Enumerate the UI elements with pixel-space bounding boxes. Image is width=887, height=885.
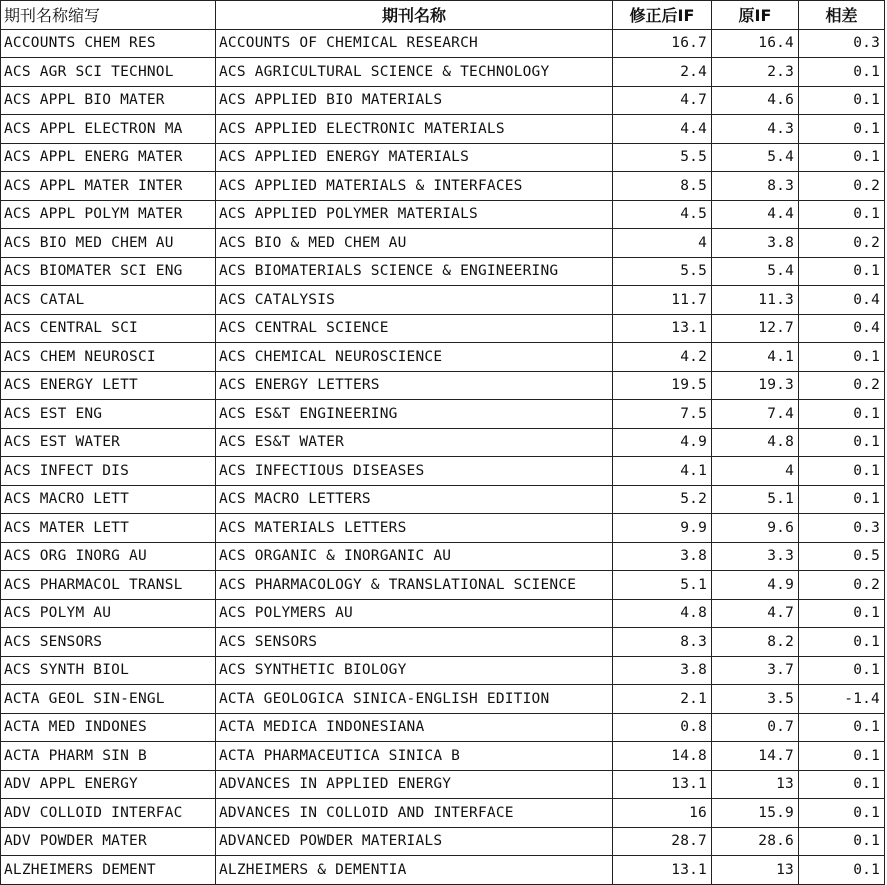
cell-difference: 0.5 [799, 542, 885, 571]
cell-abbr: ACS CENTRAL SCI [1, 314, 216, 343]
cell-original-if: 8.2 [712, 628, 799, 657]
table-row [1, 485, 885, 514]
cell-corrected-if: 13.1 [613, 770, 712, 799]
cell-difference: 0.2 [799, 571, 885, 600]
cell-difference: 0.1 [799, 599, 885, 628]
cell-original-if: 3.7 [712, 656, 799, 685]
cell-original-if: 4.8 [712, 428, 799, 457]
cell-corrected-if: 3.8 [613, 656, 712, 685]
cell-corrected-if: 5.5 [613, 143, 712, 172]
cell-abbr: ACTA PHARM SIN B [1, 742, 216, 771]
table-row [1, 172, 885, 201]
cell-abbr: ACS BIO MED CHEM AU [1, 229, 216, 258]
cell-original-if: 5.4 [712, 143, 799, 172]
cell-original-if: 8.3 [712, 172, 799, 201]
header-abbr: 期刊名称缩写 [1, 1, 216, 30]
table-row [1, 742, 885, 771]
cell-corrected-if: 0.8 [613, 713, 712, 742]
cell-abbr: ACTA MED INDONES [1, 713, 216, 742]
cell-abbr: ACS AGR SCI TECHNOL [1, 58, 216, 87]
table-row [1, 571, 885, 600]
cell-corrected-if: 9.9 [613, 514, 712, 543]
cell-difference: 0.1 [799, 742, 885, 771]
cell-original-if: 5.4 [712, 257, 799, 286]
cell-difference: 0.1 [799, 86, 885, 115]
table-row [1, 58, 885, 87]
cell-journal-name: ALZHEIMERS & DEMENTIA [216, 856, 613, 885]
cell-abbr: ACS EST ENG [1, 400, 216, 429]
cell-abbr: ACS POLYM AU [1, 599, 216, 628]
cell-abbr: ACS INFECT DIS [1, 457, 216, 486]
cell-abbr: ACS ORG INORG AU [1, 542, 216, 571]
cell-corrected-if: 16.7 [613, 29, 712, 58]
table-row [1, 685, 885, 714]
cell-difference: 0.1 [799, 713, 885, 742]
cell-journal-name: ACCOUNTS OF CHEMICAL RESEARCH [216, 29, 613, 58]
cell-journal-name: ACS ES&T WATER [216, 428, 613, 457]
cell-abbr: ACS APPL ENERG MATER [1, 143, 216, 172]
cell-journal-name: ACS CHEMICAL NEUROSCIENCE [216, 343, 613, 372]
cell-abbr: ACS APPL POLYM MATER [1, 200, 216, 229]
cell-corrected-if: 11.7 [613, 286, 712, 315]
header-row [1, 1, 885, 30]
table-row [1, 799, 885, 828]
cell-corrected-if: 4.1 [613, 457, 712, 486]
cell-corrected-if: 19.5 [613, 371, 712, 400]
cell-corrected-if: 4 [613, 229, 712, 258]
cell-difference: 0.1 [799, 400, 885, 429]
table-row [1, 770, 885, 799]
table-row [1, 400, 885, 429]
cell-corrected-if: 2.4 [613, 58, 712, 87]
cell-journal-name: ACS APPLIED POLYMER MATERIALS [216, 200, 613, 229]
cell-abbr: ADV COLLOID INTERFAC [1, 799, 216, 828]
cell-original-if: 16.4 [712, 29, 799, 58]
cell-corrected-if: 14.8 [613, 742, 712, 771]
table-row [1, 514, 885, 543]
table-row [1, 371, 885, 400]
cell-journal-name: ADVANCES IN APPLIED ENERGY [216, 770, 613, 799]
cell-original-if: 4.1 [712, 343, 799, 372]
table-row [1, 115, 885, 144]
cell-journal-name: ACS SYNTHETIC BIOLOGY [216, 656, 613, 685]
cell-journal-name: ACS APPLIED BIO MATERIALS [216, 86, 613, 115]
cell-abbr: ACS PHARMACOL TRANSL [1, 571, 216, 600]
cell-difference: 0.2 [799, 172, 885, 201]
cell-abbr: ACS MACRO LETT [1, 485, 216, 514]
cell-corrected-if: 13.1 [613, 856, 712, 885]
header-difference: 相差 [799, 1, 885, 30]
cell-journal-name: ACS BIOMATERIALS SCIENCE & ENGINEERING [216, 257, 613, 286]
table-row [1, 656, 885, 685]
cell-difference: 0.1 [799, 770, 885, 799]
cell-difference: 0.1 [799, 428, 885, 457]
cell-original-if: 4.4 [712, 200, 799, 229]
cell-difference: 0.4 [799, 286, 885, 315]
cell-original-if: 13 [712, 856, 799, 885]
cell-corrected-if: 5.1 [613, 571, 712, 600]
cell-abbr: ACS APPL BIO MATER [1, 86, 216, 115]
table-row [1, 86, 885, 115]
cell-difference: 0.1 [799, 257, 885, 286]
cell-corrected-if: 5.2 [613, 485, 712, 514]
cell-corrected-if: 5.5 [613, 257, 712, 286]
cell-journal-name: ACS AGRICULTURAL SCIENCE & TECHNOLOGY [216, 58, 613, 87]
cell-difference: 0.1 [799, 58, 885, 87]
cell-abbr: ACS ENERGY LETT [1, 371, 216, 400]
table-row [1, 628, 885, 657]
cell-original-if: 3.3 [712, 542, 799, 571]
cell-original-if: 11.3 [712, 286, 799, 315]
cell-original-if: 4.6 [712, 86, 799, 115]
cell-original-if: 3.8 [712, 229, 799, 258]
cell-journal-name: ACS CENTRAL SCIENCE [216, 314, 613, 343]
cell-journal-name: ACS APPLIED MATERIALS & INTERFACES [216, 172, 613, 201]
cell-original-if: 0.7 [712, 713, 799, 742]
cell-corrected-if: 4.8 [613, 599, 712, 628]
cell-difference: 0.1 [799, 143, 885, 172]
cell-difference: 0.1 [799, 485, 885, 514]
cell-journal-name: ACS ORGANIC & INORGANIC AU [216, 542, 613, 571]
cell-difference: 0.1 [799, 200, 885, 229]
cell-journal-name: ACS INFECTIOUS DISEASES [216, 457, 613, 486]
cell-difference: 0.1 [799, 799, 885, 828]
cell-corrected-if: 16 [613, 799, 712, 828]
cell-original-if: 13 [712, 770, 799, 799]
cell-corrected-if: 2.1 [613, 685, 712, 714]
table-row [1, 542, 885, 571]
table-body [1, 29, 885, 884]
cell-original-if: 4.7 [712, 599, 799, 628]
cell-original-if: 19.3 [712, 371, 799, 400]
cell-abbr: ACCOUNTS CHEM RES [1, 29, 216, 58]
cell-corrected-if: 4.9 [613, 428, 712, 457]
cell-abbr: ACS EST WATER [1, 428, 216, 457]
cell-journal-name: ACTA GEOLOGICA SINICA-ENGLISH EDITION [216, 685, 613, 714]
cell-journal-name: ACS ES&T ENGINEERING [216, 400, 613, 429]
cell-difference: -1.4 [799, 685, 885, 714]
cell-corrected-if: 4.5 [613, 200, 712, 229]
cell-corrected-if: 28.7 [613, 827, 712, 856]
cell-journal-name: ACS CATALYSIS [216, 286, 613, 315]
table-row [1, 29, 885, 58]
cell-corrected-if: 8.5 [613, 172, 712, 201]
cell-abbr: ACS APPL MATER INTER [1, 172, 216, 201]
cell-difference: 0.1 [799, 656, 885, 685]
cell-difference: 0.3 [799, 29, 885, 58]
cell-journal-name: ACTA MEDICA INDONESIANA [216, 713, 613, 742]
cell-abbr: ADV POWDER MATER [1, 827, 216, 856]
cell-journal-name: ACS MATERIALS LETTERS [216, 514, 613, 543]
cell-difference: 0.1 [799, 343, 885, 372]
cell-difference: 0.4 [799, 314, 885, 343]
cell-difference: 0.2 [799, 229, 885, 258]
cell-corrected-if: 3.8 [613, 542, 712, 571]
cell-corrected-if: 8.3 [613, 628, 712, 657]
cell-abbr: ACS SENSORS [1, 628, 216, 657]
cell-difference: 0.2 [799, 371, 885, 400]
table-row [1, 343, 885, 372]
cell-corrected-if: 4.4 [613, 115, 712, 144]
cell-original-if: 2.3 [712, 58, 799, 87]
cell-abbr: ACS SYNTH BIOL [1, 656, 216, 685]
cell-journal-name: ACS APPLIED ENERGY MATERIALS [216, 143, 613, 172]
cell-original-if: 5.1 [712, 485, 799, 514]
cell-journal-name: ACTA PHARMACEUTICA SINICA B [216, 742, 613, 771]
cell-corrected-if: 4.2 [613, 343, 712, 372]
cell-journal-name: ACS BIO & MED CHEM AU [216, 229, 613, 258]
table-row [1, 856, 885, 885]
table-row [1, 143, 885, 172]
cell-original-if: 4.3 [712, 115, 799, 144]
cell-difference: 0.1 [799, 628, 885, 657]
header-original-if: 原IF [712, 1, 799, 30]
cell-difference: 0.1 [799, 827, 885, 856]
cell-abbr: ACS BIOMATER SCI ENG [1, 257, 216, 286]
table-row [1, 200, 885, 229]
table-row [1, 827, 885, 856]
cell-abbr: ACS MATER LETT [1, 514, 216, 543]
table-row [1, 229, 885, 258]
cell-journal-name: ACS SENSORS [216, 628, 613, 657]
header-corrected-if: 修正后IF [613, 1, 712, 30]
cell-journal-name: ACS ENERGY LETTERS [216, 371, 613, 400]
cell-abbr: ALZHEIMERS DEMENT [1, 856, 216, 885]
table-row [1, 286, 885, 315]
cell-difference: 0.1 [799, 856, 885, 885]
cell-journal-name: ADVANCED POWDER MATERIALS [216, 827, 613, 856]
cell-abbr: ACS CHEM NEUROSCI [1, 343, 216, 372]
table-row [1, 314, 885, 343]
cell-original-if: 4 [712, 457, 799, 486]
cell-abbr: ACS CATAL [1, 286, 216, 315]
cell-abbr: ADV APPL ENERGY [1, 770, 216, 799]
cell-original-if: 12.7 [712, 314, 799, 343]
cell-original-if: 28.6 [712, 827, 799, 856]
cell-journal-name: ACS POLYMERS AU [216, 599, 613, 628]
cell-original-if: 14.7 [712, 742, 799, 771]
cell-difference: 0.1 [799, 115, 885, 144]
table-row [1, 599, 885, 628]
cell-journal-name: ACS PHARMACOLOGY & TRANSLATIONAL SCIENCE [216, 571, 613, 600]
cell-original-if: 9.6 [712, 514, 799, 543]
table-row [1, 428, 885, 457]
cell-abbr: ACS APPL ELECTRON MA [1, 115, 216, 144]
cell-corrected-if: 7.5 [613, 400, 712, 429]
table-row [1, 713, 885, 742]
cell-original-if: 15.9 [712, 799, 799, 828]
cell-journal-name: ADVANCES IN COLLOID AND INTERFACE [216, 799, 613, 828]
cell-abbr: ACTA GEOL SIN-ENGL [1, 685, 216, 714]
cell-original-if: 3.5 [712, 685, 799, 714]
cell-difference: 0.3 [799, 514, 885, 543]
header-name: 期刊名称 [216, 1, 613, 30]
cell-corrected-if: 13.1 [613, 314, 712, 343]
cell-journal-name: ACS APPLIED ELECTRONIC MATERIALS [216, 115, 613, 144]
table-row [1, 257, 885, 286]
cell-journal-name: ACS MACRO LETTERS [216, 485, 613, 514]
cell-original-if: 4.9 [712, 571, 799, 600]
cell-original-if: 7.4 [712, 400, 799, 429]
cell-difference: 0.1 [799, 457, 885, 486]
cell-corrected-if: 4.7 [613, 86, 712, 115]
table-row [1, 457, 885, 486]
